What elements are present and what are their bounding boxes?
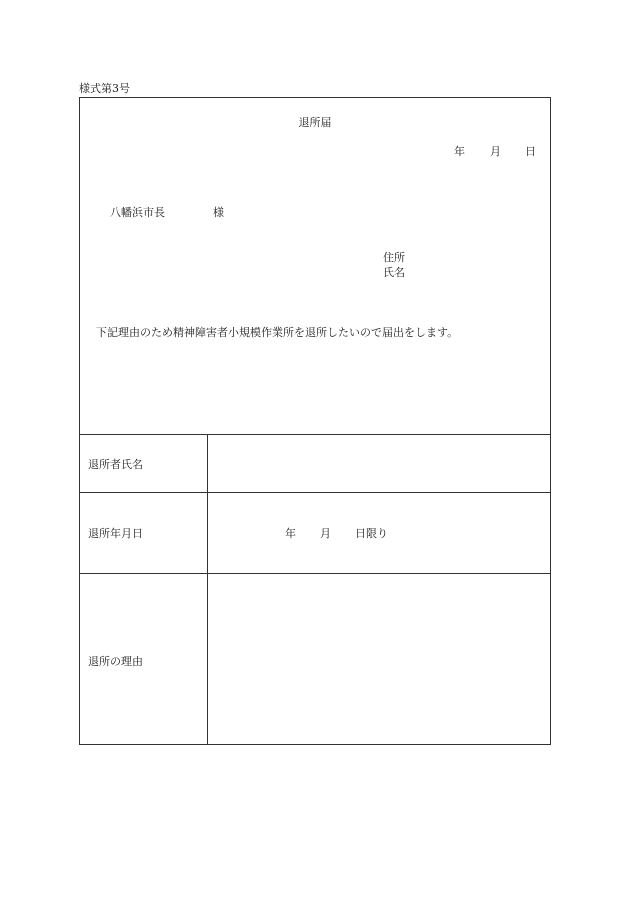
retirement-year-label: 年 bbox=[285, 527, 296, 540]
applicant-address-label: 住所 bbox=[383, 251, 405, 264]
addressee-honorific: 様 bbox=[213, 206, 224, 219]
retirement-reason-field[interactable] bbox=[208, 574, 550, 744]
form-number: 様式第3号 bbox=[79, 82, 130, 95]
statement-text: 下記理由のため精神障害者小規模作業所を退所したいので届出をします。 bbox=[96, 326, 459, 339]
notification-form bbox=[79, 97, 551, 745]
resident-name-field[interactable] bbox=[208, 435, 550, 492]
addressee-name: 八幡浜市長 bbox=[110, 206, 165, 219]
form-title: 退所届 bbox=[298, 116, 332, 129]
retirement-date-label: 退所年月日 bbox=[88, 527, 143, 540]
applicant-name-label: 氏名 bbox=[383, 266, 405, 279]
date-month-label: 月 bbox=[490, 145, 501, 158]
resident-name-label: 退所者氏名 bbox=[88, 458, 143, 471]
retirement-day-limit-label: 日限り bbox=[355, 527, 388, 540]
date-day-label: 日 bbox=[525, 145, 536, 158]
retirement-month-label: 月 bbox=[320, 527, 331, 540]
date-year-label: 年 bbox=[454, 145, 465, 158]
retirement-reason-label: 退所の理由 bbox=[88, 655, 143, 668]
